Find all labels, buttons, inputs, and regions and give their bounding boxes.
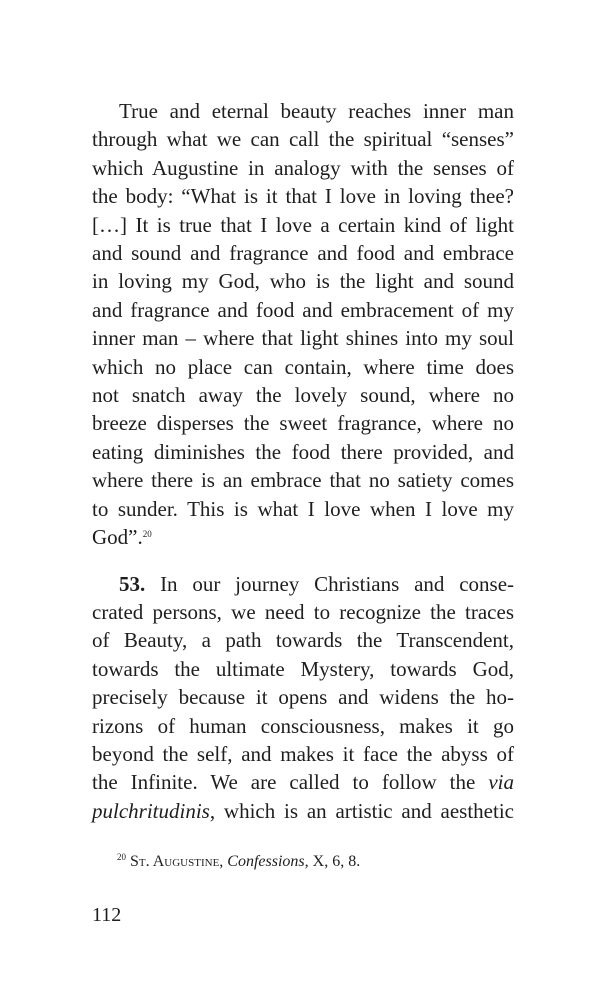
paragraph-gap [92, 552, 514, 570]
text-line: not snatch away the lovely sound, where no [92, 383, 514, 408]
text-line: of Beauty, a path towards the Transcendent, [92, 628, 514, 653]
text-line: breeze disperses the sweet fragrance, where no [92, 411, 514, 436]
text-line: which no place can contain, where time does [92, 354, 514, 379]
text-line: eating diminishes the food there provided, and [92, 439, 514, 464]
text-line: the body: “What is it that I love in loving thee? [92, 184, 514, 209]
text-line [92, 570, 514, 598]
text-line-rest: , which is an artistic and aesthetic [209, 798, 514, 823]
text-line: and fragrance and food and embracement of my [92, 297, 514, 322]
text-line [92, 797, 514, 825]
italic-term: pulchritudinis [92, 798, 210, 823]
text-line: through what we can call the spiritual “senses” [92, 127, 514, 152]
text-line: […] It is true that I love a certain kind of light [92, 212, 514, 237]
text-line-start: the Infinite. We are called to follow the [92, 770, 476, 795]
paragraph-2 [92, 570, 514, 826]
text-line: beyond the self, and makes it face the abyss of [92, 741, 514, 766]
text-line: towards the ultimate Mystery, towards God, [92, 656, 514, 681]
italic-term: via [488, 770, 514, 795]
text-line: True and eternal beauty reaches inner man [119, 99, 514, 123]
text-line: and sound and fragrance and food and embrace [92, 241, 514, 266]
footnote-reference[interactable]: 20 [142, 529, 152, 540]
text-line [92, 768, 514, 796]
footnote-author: St. Augustine, [130, 853, 224, 870]
page-number: 112 [92, 904, 122, 926]
text-line: to sunder. This is what I love when I love my [92, 496, 514, 521]
text-line: where there is an embrace that no satiety comes [92, 468, 514, 493]
text-line-end: God”. [92, 525, 143, 550]
paragraph-number: 53. [119, 571, 146, 596]
footnote-work: Confessions, [227, 853, 309, 870]
footnote-number: 20 [117, 852, 126, 862]
paragraph-1 [92, 97, 514, 552]
text-line: rizons of human consciousness, makes it go [92, 713, 514, 738]
text-line: inner man – where that light shines into my soul [92, 326, 514, 351]
text-line: which Augustine in analogy with the senses of [92, 155, 514, 180]
text-line: in loving my God, who is the light and sound [92, 269, 514, 294]
text-line: crated persons, we need to recognize the traces [92, 599, 514, 624]
text-line: precisely because it opens and widens the ho- [92, 685, 514, 710]
text-line-last [92, 523, 514, 551]
footnote-reference-text: X, 6, 8. [312, 853, 361, 870]
footnote [117, 852, 360, 872]
text-line-rest: In our journey Christians and conse- [160, 571, 515, 596]
body-text [92, 97, 514, 825]
